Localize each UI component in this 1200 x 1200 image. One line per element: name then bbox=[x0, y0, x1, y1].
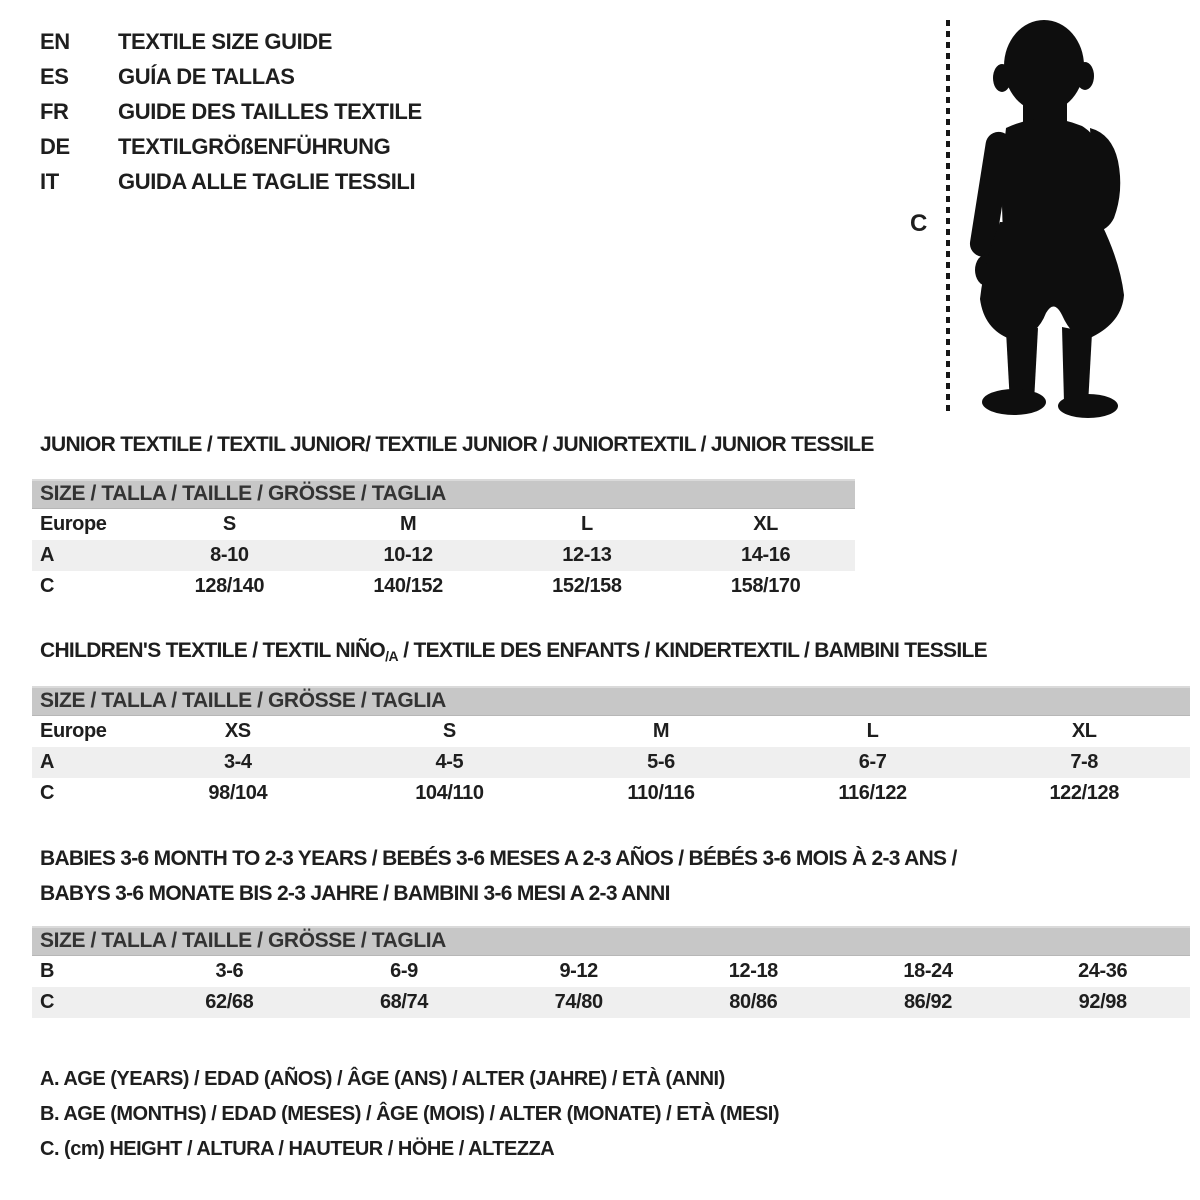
region-label: Europe bbox=[40, 513, 107, 535]
value-cell: 74/80 bbox=[554, 991, 603, 1013]
value-cell: 104/110 bbox=[415, 782, 484, 804]
measure-legend bbox=[40, 1062, 779, 1167]
lang-title: TEXTILGRÖßENFÜHRUNG bbox=[118, 134, 391, 159]
lang-code: EN bbox=[40, 29, 70, 54]
value-cell: 18-24 bbox=[903, 960, 953, 982]
row-label: A bbox=[40, 544, 55, 566]
value-cell: 7-8 bbox=[1070, 751, 1099, 773]
value-cell: 12-13 bbox=[562, 544, 612, 566]
height-dashed-line bbox=[946, 20, 950, 416]
value-cell: 116/122 bbox=[838, 782, 907, 804]
value-cell: 9-12 bbox=[559, 960, 598, 982]
region-label: Europe bbox=[40, 720, 107, 742]
size-cell: L bbox=[580, 513, 593, 535]
value-cell: 4-5 bbox=[435, 751, 464, 773]
lang-code: ES bbox=[40, 64, 69, 89]
row-label: C bbox=[40, 782, 55, 804]
junior-sizes-row bbox=[32, 509, 855, 540]
children-title-suffix: / TEXTILE DES ENFANTS / KINDERTEXTIL / BAMBINI TESSILE bbox=[398, 639, 987, 662]
children-title-sub: /A bbox=[385, 648, 399, 664]
lang-code: DE bbox=[40, 134, 70, 159]
value-cell: 6-7 bbox=[858, 751, 887, 773]
size-cell: M bbox=[399, 513, 417, 535]
legend-line-c: C. (cm) HEIGHT / ALTURA / HAUTEUR / HÖHE / ALTEZZA bbox=[40, 1138, 555, 1160]
legend-line-b: B. AGE (MONTHS) / EDAD (MESES) / ÂGE (MOIS) / ALTER (MONATE) / ETÀ (MESI) bbox=[40, 1103, 780, 1125]
value-cell: 6-9 bbox=[390, 960, 418, 982]
value-cell: 152/158 bbox=[552, 575, 622, 597]
value-cell: 24-36 bbox=[1078, 960, 1128, 982]
row-label: B bbox=[40, 960, 55, 982]
value-cell: 98/104 bbox=[208, 782, 268, 804]
lang-row-en bbox=[40, 24, 422, 59]
language-title-list bbox=[40, 24, 422, 199]
size-cell: L bbox=[866, 720, 879, 742]
junior-table-header: SIZE / TALLA / TAILLE / GRÖSSE / TAGLIA bbox=[32, 479, 855, 509]
value-cell: 140/152 bbox=[373, 575, 443, 597]
lang-code: FR bbox=[40, 99, 69, 124]
babies-table-header: SIZE / TALLA / TAILLE / GRÖSSE / TAGLIA bbox=[32, 926, 1190, 956]
height-measure-label: C bbox=[910, 210, 928, 237]
babies-height-row bbox=[32, 987, 1190, 1018]
children-title-prefix: CHILDREN'S TEXTILE / TEXTIL NIÑO bbox=[40, 639, 386, 662]
value-cell: 5-6 bbox=[647, 751, 675, 773]
lang-title: GUIDE DES TAILLES TEXTILE bbox=[118, 99, 422, 124]
value-cell: 158/170 bbox=[730, 575, 801, 597]
babies-size-table bbox=[32, 926, 1190, 1018]
junior-height-row bbox=[32, 571, 855, 602]
lang-title: GUÍA DE TALLAS bbox=[118, 64, 295, 89]
value-cell: 80/86 bbox=[729, 991, 778, 1013]
size-cell: S bbox=[222, 513, 236, 535]
row-label: A bbox=[40, 751, 55, 773]
children-sizes-row bbox=[32, 716, 1190, 747]
toddler-silhouette-icon bbox=[960, 16, 1140, 418]
value-cell: 8-10 bbox=[210, 544, 249, 566]
babies-title-line1: BABIES 3-6 MONTH TO 2-3 YEARS / BEBÉS 3-6 MESES A 2-3 AÑOS / BÉBÉS 3-6 MOIS À 2-3 ANS / bbox=[40, 847, 957, 870]
babies-months-row bbox=[32, 956, 1190, 987]
value-cell: 122/128 bbox=[1049, 782, 1119, 804]
junior-section-title: JUNIOR TEXTILE / TEXTIL JUNIOR/ TEXTILE JUNIOR / JUNIORTEXTIL / JUNIOR TESSILE bbox=[40, 433, 874, 456]
value-cell: 86/92 bbox=[903, 991, 953, 1013]
children-table-header: SIZE / TALLA / TAILLE / GRÖSSE / TAGLIA bbox=[32, 686, 1190, 716]
size-cell: XS bbox=[224, 720, 251, 742]
lang-row-es bbox=[40, 59, 422, 94]
value-cell: 62/68 bbox=[205, 991, 254, 1013]
babies-title-line2: BABYS 3-6 MONATE BIS 2-3 JAHRE / BAMBINI 3-6 MESI A 2-3 ANNI bbox=[40, 882, 670, 905]
value-cell: 3-6 bbox=[215, 960, 244, 982]
size-cell: M bbox=[652, 720, 670, 742]
size-cell: XL bbox=[753, 513, 778, 535]
value-cell: 92/98 bbox=[1078, 991, 1127, 1013]
children-size-table bbox=[32, 686, 1190, 809]
value-cell: 10-12 bbox=[383, 544, 433, 566]
junior-age-row bbox=[32, 540, 855, 571]
size-cell: S bbox=[442, 720, 456, 742]
value-cell: 128/140 bbox=[194, 575, 265, 597]
junior-size-table bbox=[32, 479, 855, 602]
lang-row-it bbox=[40, 164, 422, 199]
value-cell: 68/74 bbox=[379, 991, 429, 1013]
lang-code: IT bbox=[40, 169, 59, 194]
value-cell: 110/116 bbox=[627, 782, 695, 804]
row-label: C bbox=[40, 575, 55, 597]
row-label: C bbox=[40, 991, 55, 1013]
lang-row-fr bbox=[40, 94, 422, 129]
value-cell: 12-18 bbox=[728, 960, 778, 982]
lang-row-de bbox=[40, 129, 422, 164]
children-age-row bbox=[32, 747, 1190, 778]
babies-section-title bbox=[40, 841, 957, 911]
children-height-row bbox=[32, 778, 1190, 809]
children-section-title bbox=[40, 639, 987, 664]
lang-title: GUIDA ALLE TAGLIE TESSILI bbox=[118, 169, 416, 194]
lang-title: TEXTILE SIZE GUIDE bbox=[118, 29, 333, 54]
size-cell: XL bbox=[1071, 720, 1097, 742]
value-cell: 14-16 bbox=[741, 544, 791, 566]
legend-line-a: A. AGE (YEARS) / EDAD (AÑOS) / ÂGE (ANS) / ALTER (JAHRE) / ETÀ (ANNI) bbox=[40, 1068, 725, 1090]
value-cell: 3-4 bbox=[223, 751, 252, 773]
